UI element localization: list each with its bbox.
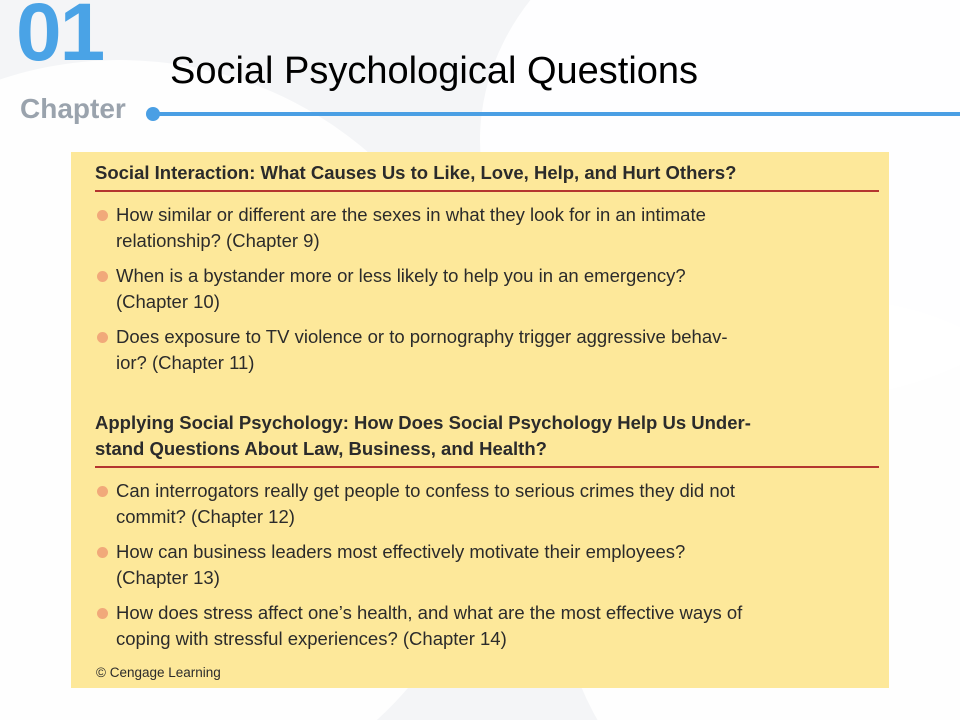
list-item-text: How similar or different are the sexes in what they look for in an intimate relationship? (Chapter 9) [116,204,706,251]
section-divider [95,190,879,192]
list-item-text: How does stress affect one’s health, and what are the most effective ways of coping with stressful experiences? (Chapter 14) [116,602,743,649]
list-item [95,478,855,530]
list-item-text: How can business leaders most effectively motivate their employees? (Chapter 13) [116,541,686,588]
list-item [95,263,855,315]
list-item [95,324,855,376]
bullet-icon [97,547,108,558]
section-heading-social-interaction: Social Interaction: What Causes Us to Like, Love, Help, and Hurt Others? [95,162,737,183]
bullet-icon [97,608,108,619]
title-rule [152,112,960,116]
chapter-label: Chapter [20,93,126,124]
bullet-icon [97,332,108,343]
questions-panel [71,152,889,688]
list-item [95,539,855,591]
list-item [95,600,855,652]
slide-title: Social Psychological Questions [170,50,699,92]
section-divider [95,466,879,468]
chapter-number: 01 [16,0,104,78]
bullet-icon [97,210,108,221]
bullet-icon [97,271,108,282]
section-heading-applying-social-psychology: Applying Social Psychology: How Does Social Psychology Help Us Under- stand Questions About Law, Business, and Health? [95,412,751,459]
list-item-text: Can interrogators really get people to confess to serious crimes they did not commit? (Chapter 12) [116,480,736,527]
list-item [95,202,855,254]
copyright-credit: © Cengage Learning [96,665,221,680]
bullet-icon [97,486,108,497]
list-item-text: When is a bystander more or less likely to help you in an emergency? (Chapter 10) [116,265,686,312]
list-item-text: Does exposure to TV violence or to pornography trigger aggressive behav- ior? (Chapter 11) [116,326,728,373]
